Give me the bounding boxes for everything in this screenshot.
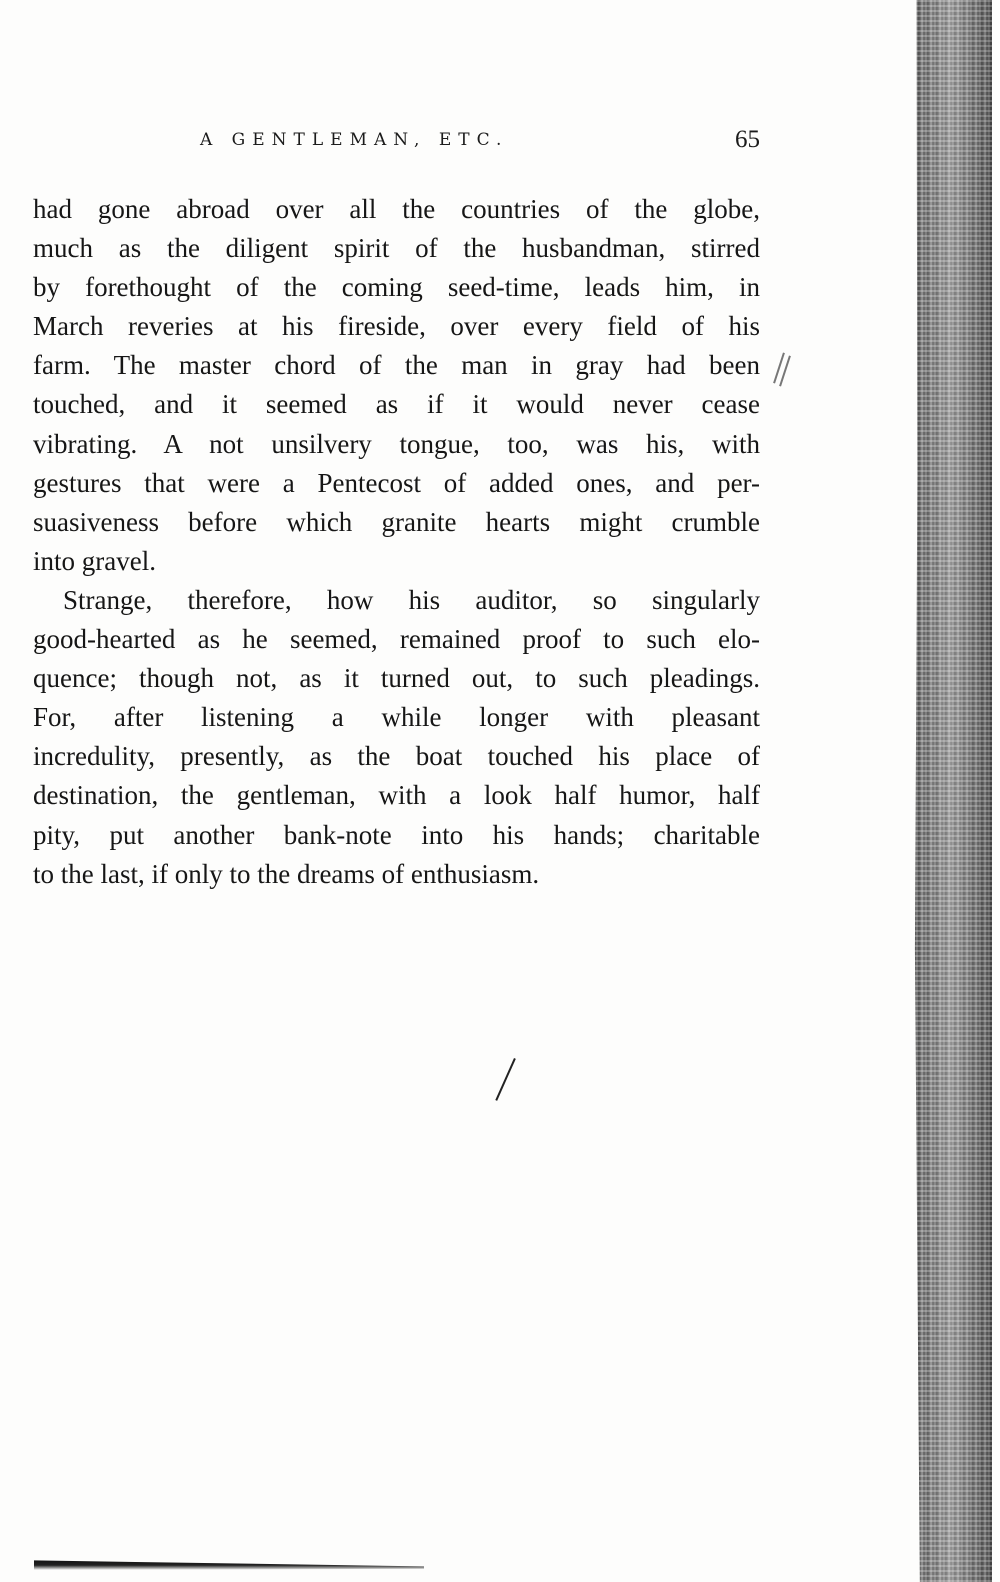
running-title: A GENTLEMAN, ETC. [200, 130, 509, 150]
text-line: by forethought of the coming seed-time, leads him, in [33, 272, 760, 303]
binding-shade [910, 0, 992, 1582]
text-line: quence; though not, as it turned out, to such pleadings. [33, 663, 760, 694]
text-line: suasiveness before which granite hearts might crumble [33, 506, 760, 537]
text-line: March reveries at his fireside, over every field of his [33, 311, 760, 342]
text-line: pity, put another bank-note into his hands; charitable [33, 819, 760, 850]
text-line: For, after listening a while longer with pleasant [33, 702, 760, 733]
text-line: much as the diligent spirit of the husbandman, stirred [33, 233, 760, 264]
bottom-rule [34, 1558, 424, 1570]
text-line: incredulity, presently, as the boat touched his place of [33, 741, 760, 772]
text-line: vibrating. A not unsilvery tongue, too, was his, with [33, 428, 760, 459]
pencil-mark [495, 1058, 516, 1101]
text-line: farm. The master chord of the man in gray had been [33, 350, 760, 381]
page-number: 65 [735, 126, 760, 153]
running-head [30, 126, 760, 160]
body-text [33, 190, 760, 894]
text-line: Strange, therefore, how his auditor, so singularly [63, 584, 760, 615]
text-line: had gone abroad over all the countries of the globe, [33, 194, 760, 224]
text-line: destination, the gentleman, with a look half humor, half [33, 780, 760, 811]
text-line: into gravel. [33, 545, 156, 576]
text-line: to the last, if only to the dreams of enthusiasm. [33, 858, 540, 889]
text-line: gestures that were a Pentecost of added ones, and per- [33, 467, 760, 498]
text-line: good-hearted as he seemed, remained proof to such elo- [33, 624, 760, 655]
text-line: touched, and it seemed as if it would never cease [33, 389, 760, 420]
